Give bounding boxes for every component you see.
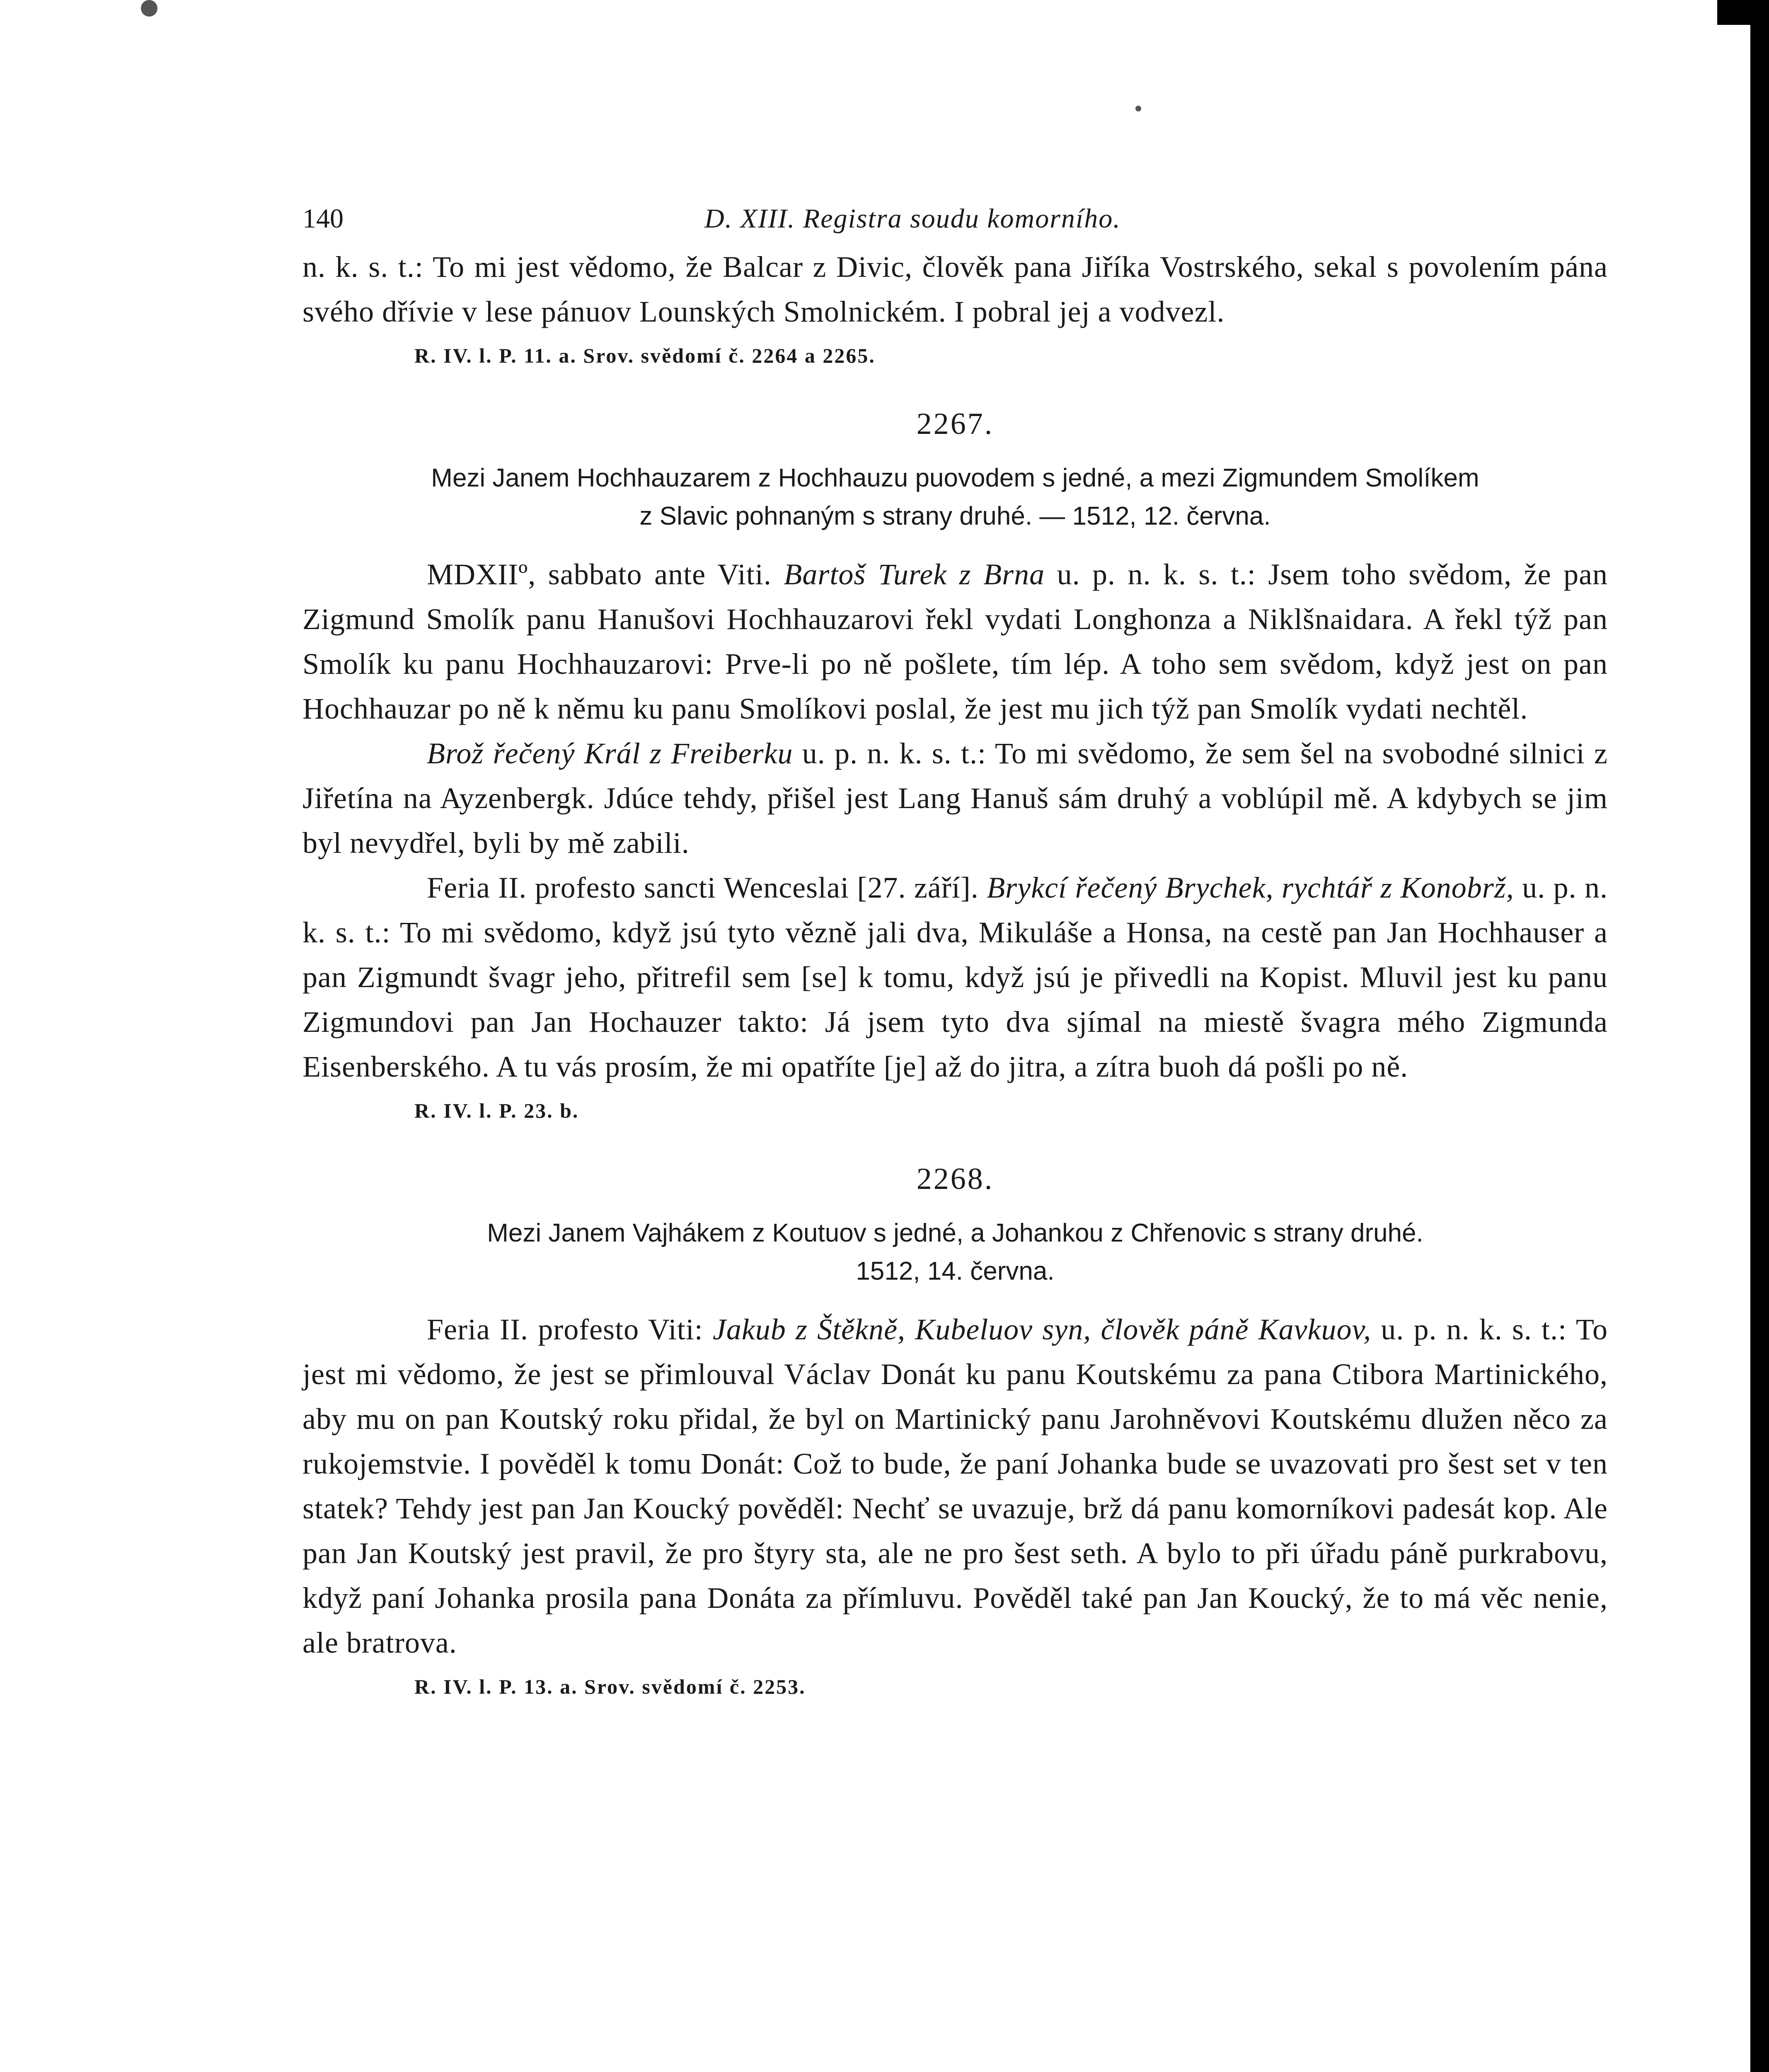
entry-2267-p3-witness: Brykcí řečený Brychek, rychtář z Konobrž, [987,871,1514,904]
entry-2268-paragraph-1 [302,1307,1608,1665]
entry-2267-p1-witness: Bartoš Turek z Brna [784,558,1045,591]
scan-edge-top-right [1717,0,1750,25]
entry-2267-parties-line1: Mezi Janem Hochhauzarem z Hochhauzu puovodem s jedné, a mezi Zigmundem Smolíkem [431,464,1479,492]
scan-speck [1135,106,1141,111]
entry-2267-paragraph-2 [302,731,1608,865]
entry-2268-reference: R. IV. l. P. 13. a. Srov. svědomí č. 2253. [414,1675,806,1698]
running-title: D. XIII. Registra soudu komorního. [704,203,1121,234]
entry-2267-p3-date: Feria II. profesto sancti Wenceslai [27. září]. [427,871,979,904]
entry-2268-parties-line1: Mezi Janem Vajhákem z Koutuov s jedné, a Johankou z Chřenovic s strany druhé. [487,1219,1423,1247]
entry-2267-paragraph-3 [302,865,1608,1089]
entry-2267-parties-line2: z Slavic pohnaným s strany druhé. — 1512, 12. června. [639,502,1271,530]
entry-2268-parties [302,1214,1608,1290]
intro-text: n. k. s. t.: To mi jest vědomo, že Balcar z Divic, člověk pana Jiříka Vostrského, sekal s povolením pána svého dřívie v lese pánuov Lounských Smolnickém. I pobral jej a vodvezl. [302,250,1608,328]
entry-2267-reference: R. IV. l. P. 23. b. [414,1099,579,1122]
entry-number-2268: 2268. [916,1162,994,1196]
page-content [302,178,1608,1703]
scan-edge-right [1750,0,1769,2072]
entry-2267-p3-text: u. p. n. k. s. t.: To mi svědomo, když jsú tyto vězně jali dva, Mikuláše a Honsa, na cestě pan Jan Hochhauser a pan Zigmundt švagr jeho, přitrefil sem [se] k tomu, když jsú je přivedli na Kopist. Mluvil jest ku panu Zigmundovi pan Jan Hochauzer takto: Já jsem tyto dva sjímal na miestě švagra mého Zigmunda Eisenberského. A tu vás prosím, že mi opatříte [je] až do jitra, a zítra buoh dá pošli po ně. [302,871,1608,1083]
entry-2267-p2-witness: Brož řečený Král z Freiberku [427,737,793,770]
entry-2267-p1-date: MDXIIº, sabbato ante Viti. [427,558,772,591]
entry-2268-p1-date: Feria II. profesto Viti: [427,1313,703,1346]
entry-2267-parties [302,459,1608,535]
entry-2268-p1-witness: Jakub z Štěkně, Kubeluov syn, člověk páně Kavkuov, [712,1313,1372,1346]
entry-2268-parties-line2: 1512, 14. června. [856,1257,1055,1285]
intro-reference: R. IV. l. P. 11. a. Srov. svědomí č. 2264 a 2265. [414,344,876,367]
page-number: 140 [302,203,344,234]
entry-2267-paragraph-1 [302,552,1608,731]
running-head [302,178,1608,234]
entry-2267-p1-text: u. p. n. k. s. t.: Jsem toho svědom, že pan Zigmund Smolík panu Hanušovi Hochhauzarovi řekl vydati Longhonza a Niklšnaidara. A řekl týž pan Smolík ku panu Hochhauzarovi: Prve-li po ně pošlete, tím lép. A toho sem svědom, když jest on pan Hochhauzar po ně k němu ku panu Smolíkovi poslal, že jest mu jich týž pan Smolík vydati nechtěl. [302,558,1608,725]
entry-number-2267: 2267. [916,407,994,441]
entry-2267-p2-text: u. p. n. k. s. t.: To mi svědomo, že sem šel na svobodné silnici z Jiřetína na Ayzenbergk. Jdúce tehdy, přišel jest Lang Hanuš sám druhý a voblúpil mě. A kdybych se jim byl nevydřel, byli by mě zabili. [302,737,1608,859]
scan-speck [141,0,157,17]
entry-2268-p1-text: u. p. n. k. s. t.: To jest mi vědomo, že jest se přimlouval Václav Donát ku panu Koutskému za pana Ctibora Martinického, aby mu on pan Koutský roku přidal, že byl on Martinický panu Jarohněvovi Koutskému dlužen něco za rukojemstvie. I pověděl k tomu Donát: Což to bude, že paní Johanka bude se uvazovati pro šest set v ten statek? Tehdy jest pan Jan Koucký pověděl: Nechť se uvazuje, brž dá panu komorníkovi padesát kop. Ale pan Jan Koutský jest pravil, že pro štyry sta, ale ne pro šest seth. A bylo to při úřadu páně purkrabovu, když paní Johanka prosila pana Donáta za přímluvu. Pověděl také pan Jan Koucký, že to má věc nenie, ale bratrova. [302,1313,1608,1659]
